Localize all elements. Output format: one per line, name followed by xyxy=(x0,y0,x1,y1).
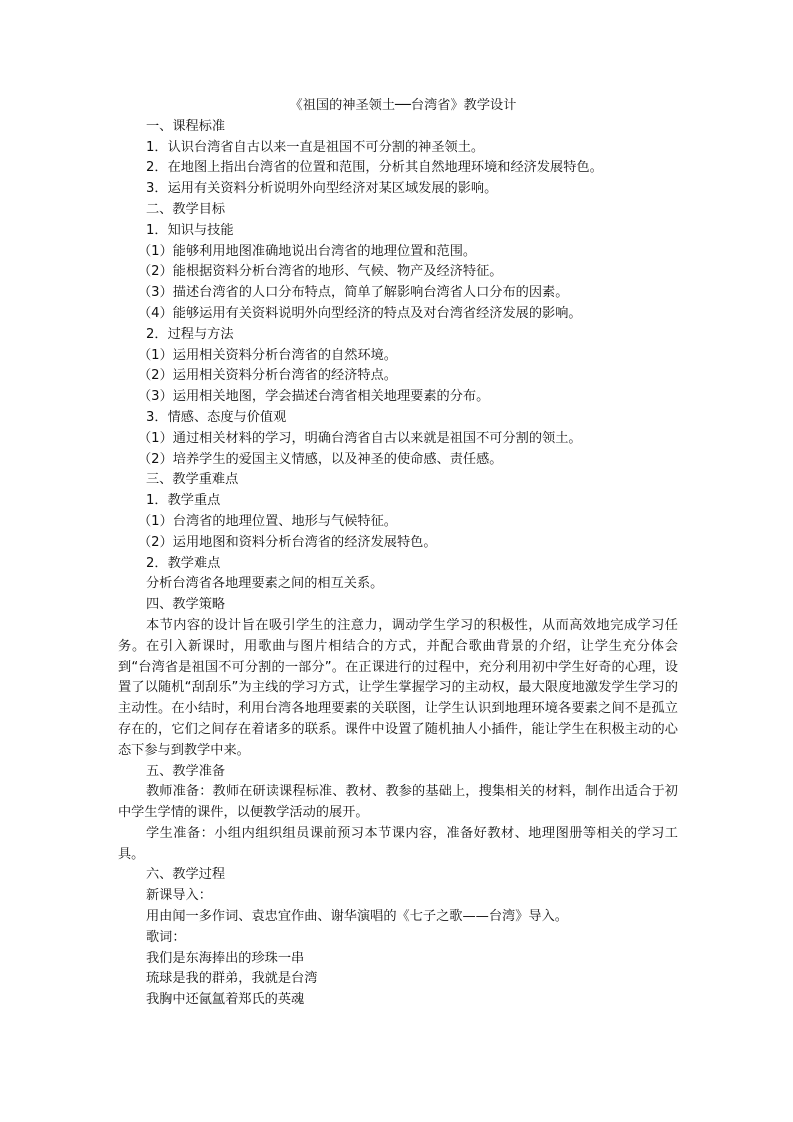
text-line: 3．情感、态度与价值观 xyxy=(146,409,287,425)
text-line: 琉球是我的群弟，我就是台湾 xyxy=(146,971,318,987)
outline-section xyxy=(118,117,678,616)
text-line: 分析台湾省各地理要素之间的相互关系。 xyxy=(146,576,384,592)
text-line: （1）运用相关资料分析台湾省的自然环境。 xyxy=(138,347,397,363)
text-line: 三、教学重难点 xyxy=(146,472,239,488)
text-line: 六、教学过程 xyxy=(146,867,226,883)
student-prep-paragraph: 学生准备：小组内组织组员课前预习本节课内容，准备好教材、地理图册等相关的学习工具。 xyxy=(118,825,678,862)
text-line: 1．认识台湾省自古以来一直是祖国不可分割的神圣领土。 xyxy=(146,139,485,155)
prep-heading: 五、教学准备 xyxy=(146,763,226,779)
text-line: 1．知识与技能 xyxy=(146,222,234,238)
text-line: （1）台湾省的地理位置、地形与气候特征。 xyxy=(138,513,397,529)
text-line: （3）描述台湾省的人口分布特点，简单了解影响台湾省人口分布的因素。 xyxy=(138,285,569,301)
text-line: （4）能够运用有关资料说明外向型经济的特点及对台湾省经济发展的影响。 xyxy=(138,305,582,321)
text-line: 一、课程标准 xyxy=(146,118,226,134)
text-line: 二、教学目标 xyxy=(146,201,226,217)
text-line: 歌词： xyxy=(146,929,186,945)
strategy-paragraph: 本节内容的设计旨在吸引学生的注意力，调动学生学习的积极性，从而高效地完成学习任务。在引入新课时，用歌曲与图片相结合的方式，并配合歌曲背景的介绍，让学生充分体会到“台湾省是祖国不可分割的一部分”。在正课进行的过程中，充分利用初中学生好奇的心理，设置了以随机“刮刮乐”为主线的学习方式，让学生掌握学习的主动权，最大限度地激发学生学习的主动性。在小结时，利用台湾各地理要素的关联图，让学生认识到地理环境各要素之间不是孤立存在的，它们之间存在着诸多的联系。课件中设置了随机抽人小插件，能让学生在积极主动的心态下参与到教学中来。 xyxy=(118,617,678,758)
text-line: 3．运用有关资料分析说明外向型经济对某区域发展的影响。 xyxy=(146,181,498,197)
teacher-prep-paragraph: 教师准备：教师在研读课程标准、教材、教参的基础上，搜集相关的材料，制作出适合于初中学生学情的课件，以便教学活动的展开。 xyxy=(118,784,678,821)
text-line: 1．教学重点 xyxy=(146,493,221,509)
text-line: 2．教学难点 xyxy=(146,555,221,571)
text-line: （2）培养学生的爱国主义情感，以及神圣的使命感、责任感。 xyxy=(138,451,503,467)
text-line: 2．在地图上指出台湾省的位置和范围，分析其自然地理环境和经济发展特色。 xyxy=(146,160,603,176)
document-body xyxy=(118,96,678,1011)
text-line: （1）能够利用地图准确地说出台湾省的地理位置和范围。 xyxy=(138,243,477,259)
text-line: 2．过程与方法 xyxy=(146,326,234,342)
document-title: 《祖国的神圣领土──台湾省》教学设计 xyxy=(289,98,517,113)
text-line: 用由闻一多作词、袁忠宜作曲、谢华演唱的《七子之歌——台湾》导入。 xyxy=(146,909,568,925)
text-line: （2）运用地图和资料分析台湾省的经济发展特色。 xyxy=(138,534,437,550)
text-line: 我胸中还氤氲着郑氏的英魂 xyxy=(146,992,305,1008)
text-line: （2）运用相关资料分析台湾省的经济特点。 xyxy=(138,368,397,384)
text-line: 四、教学策略 xyxy=(146,597,226,613)
text-line: 新课导入： xyxy=(146,888,212,904)
process-section xyxy=(118,865,678,1011)
text-line: （2）能根据资料分析台湾省的地形、气候、物产及经济特征。 xyxy=(138,264,503,280)
text-line: （3）运用相关地图，学会描述台湾省相关地理要素的分布。 xyxy=(138,389,490,405)
text-line: 我们是东海捧出的珍珠一串 xyxy=(146,950,305,966)
text-line: （1）通过相关材料的学习，明确台湾省自古以来就是祖国不可分割的领土。 xyxy=(138,430,582,446)
